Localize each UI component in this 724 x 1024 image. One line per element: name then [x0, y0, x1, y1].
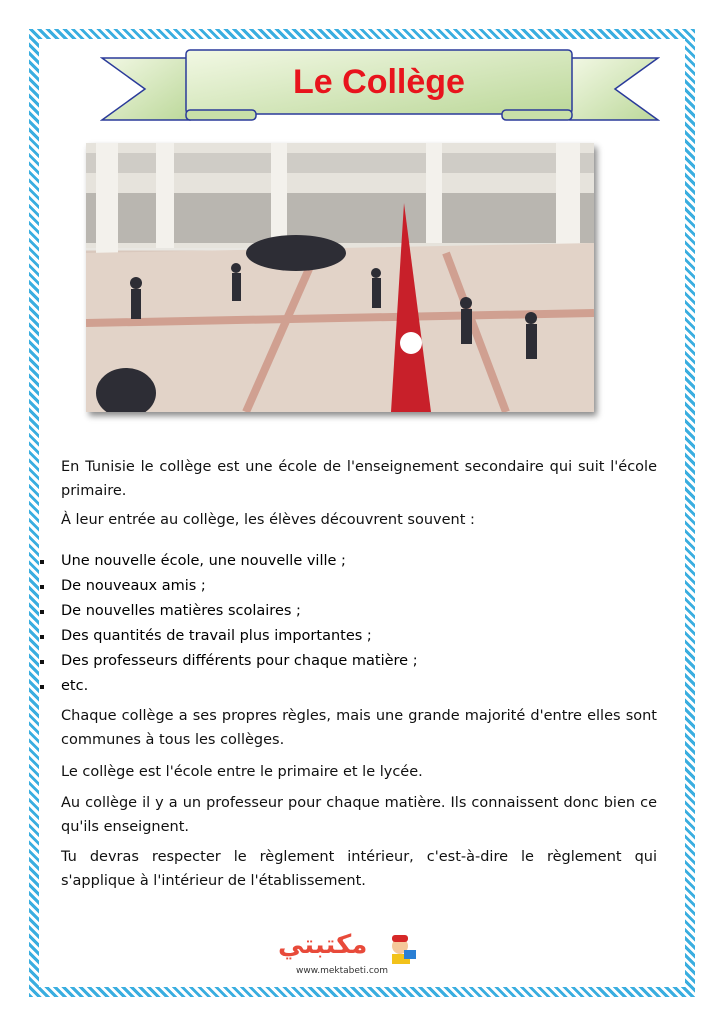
list-item: De nouveaux amis ;	[40, 574, 660, 599]
reading-child-icon	[386, 932, 418, 966]
intro-paragraph: En Tunisie le collège est une école de l'enseignement secondaire qui suit l'école primaire.	[61, 459, 657, 499]
page-title: Le Collège	[293, 62, 465, 101]
discoveries-list	[40, 549, 660, 699]
college-courtyard-photo	[86, 143, 594, 412]
list-item: Des quantités de travail plus importantes ;	[40, 624, 660, 649]
logo-url: www.mektabeti.com	[296, 966, 389, 976]
regulation-paragraph: Tu devras respecter le règlement intérieur, c'est-à-dire le règlement qui s'applique à l'intérieur de l'établissement.	[61, 849, 657, 889]
intro-lead: À leur entrée au collège, les élèves découvrent souvent :	[61, 512, 475, 528]
teachers-paragraph: Au collège il y a un professeur pour chaque matière. Ils connaissent donc bien ce qu'ils enseignent.	[61, 795, 657, 835]
list-item: Des professeurs différents pour chaque matière ;	[40, 649, 660, 674]
rules-paragraph: Chaque collège a ses propres règles, mais une grande majorité d'entre elles sont communes à tous les collèges.	[61, 708, 657, 748]
list-item: Une nouvelle école, une nouvelle ville ;	[40, 549, 660, 574]
definition-paragraph: Le collège est l'école entre le primaire et le lycée.	[61, 764, 423, 780]
logo-arabic-text: مكتبتي	[278, 930, 368, 960]
list-item: etc.	[40, 674, 660, 699]
mektabeti-logo	[278, 930, 428, 980]
list-item: De nouvelles matières scolaires ;	[40, 599, 660, 624]
